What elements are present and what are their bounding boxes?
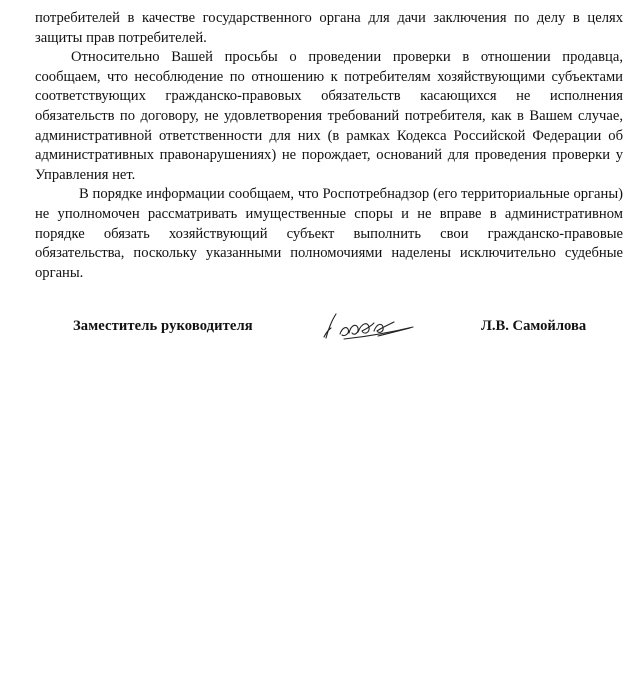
paragraph-information: В порядке информации сообщаем, что Роспотребнадзор (его территориальные органы) не уполномочен рассматривать имущественные споры и не вправе в административном порядке обязать хозяйствующий субъект выполнить свои гражданско-правовые обязательства, поскольку указанными полномочиями наделены исключительно судебные органы. [35, 186, 623, 281]
letter-body [35, 9, 623, 283]
handwritten-signature [318, 306, 418, 346]
paragraph-inspection-request: Относительно Вашей просьбы о проведении проверки в отношении продавца, сообщаем, что несоблюдение по отношению к потребителям хозяйствующими субъектами соответствующих гражданско-правовых обязательств касающихся не исполнения обязательств по договору, не удовлетворения требований потребителя, как в Вашем случае, административной ответственности для них (в рамках Кодекса Российской Федерации об административных правонарушениях) не порождает, оснований для проведения проверки у Управления нет. [35, 49, 623, 183]
signatory-title: Заместитель руководителя [73, 318, 253, 334]
signatory-name: Л.В. Самойлова [481, 318, 587, 334]
signature-block [0, 318, 636, 358]
paragraph-continuation: потребителей в качестве государственного органа для дачи заключения по делу в целях защиты прав потребителей. [35, 10, 623, 46]
